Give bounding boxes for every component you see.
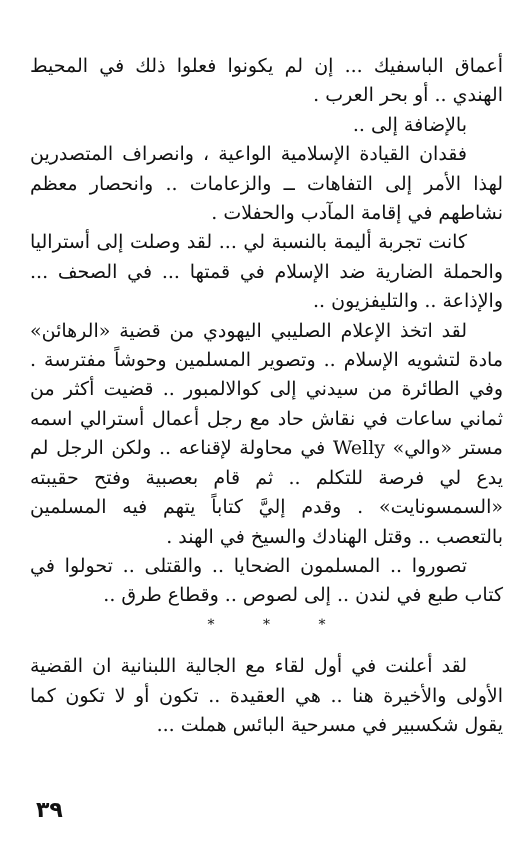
paragraph-1: أعماق الباسفيك ... إن لم يكونوا فعلوا ذلك في المحيط الهندي .. أو بحر العرب . xyxy=(30,55,503,107)
paragraph-6: تصوروا .. المسلمون الضحايا .. والقتلى .. تحولوا في كتاب طبع في لندن .. إلى لصوص .. وقطاع طرق .. xyxy=(30,554,503,607)
paragraph-5: لقد اتخذ الإعلام الصليبي اليهودي من قضية «الرهائن» مادة لتشويه الإسلام .. وتصوير المسلمين وحوشاً مفترسة . وفي الطائرة من سيدني إلى كوالالمبور .. قضيت أكثر من ثماني ساعات في نقاش حاد مع رجل أعمال أسترالي اسمه مستر «والي» Welly في محاولة لإقناعه .. ولكن الرجل لم يدع لي فرصة للتكلم .. ثم قام بعصبية وفتح حقيبته «السمسونايت» . وقدم إليَّ كتاباً يتهم فيه المسلمين بالتعصب .. وقتل الهنادك والسيخ في الهند . xyxy=(30,319,503,548)
footer-divider xyxy=(30,750,503,751)
page-number: ٣٩ xyxy=(36,798,63,823)
paragraph-3: فقدان القيادة الإسلامية الواعية ، وانصراف المتصدرين لهذا الأمر إلى التفاهات ــ والزعامات .. وانحصار معظم نشاطهم في إقامة المآدب والحفلات . xyxy=(30,143,503,225)
paragraph-7: لقد أعلنت في أول لقاء مع الجالية اللبنانية ان القضية الأولى والأخيرة هنا .. هي العقيدة .. تكون أو لا تكون كما يقول شكسبير في مسرحية البائس هملت ... xyxy=(30,655,503,736)
section-separator: * * * xyxy=(207,616,348,633)
body-text xyxy=(30,52,503,740)
paragraph-2: بالإضافة إلى .. xyxy=(352,113,467,136)
paragraph-4: كانت تجربة أليمة بالنسبة لي ... لقد وصلت إلى أستراليا والحملة الضارية ضد الإسلام في قمتها ... في الصحف ... والإذاعة .. والتليفزيون .. xyxy=(30,231,503,313)
